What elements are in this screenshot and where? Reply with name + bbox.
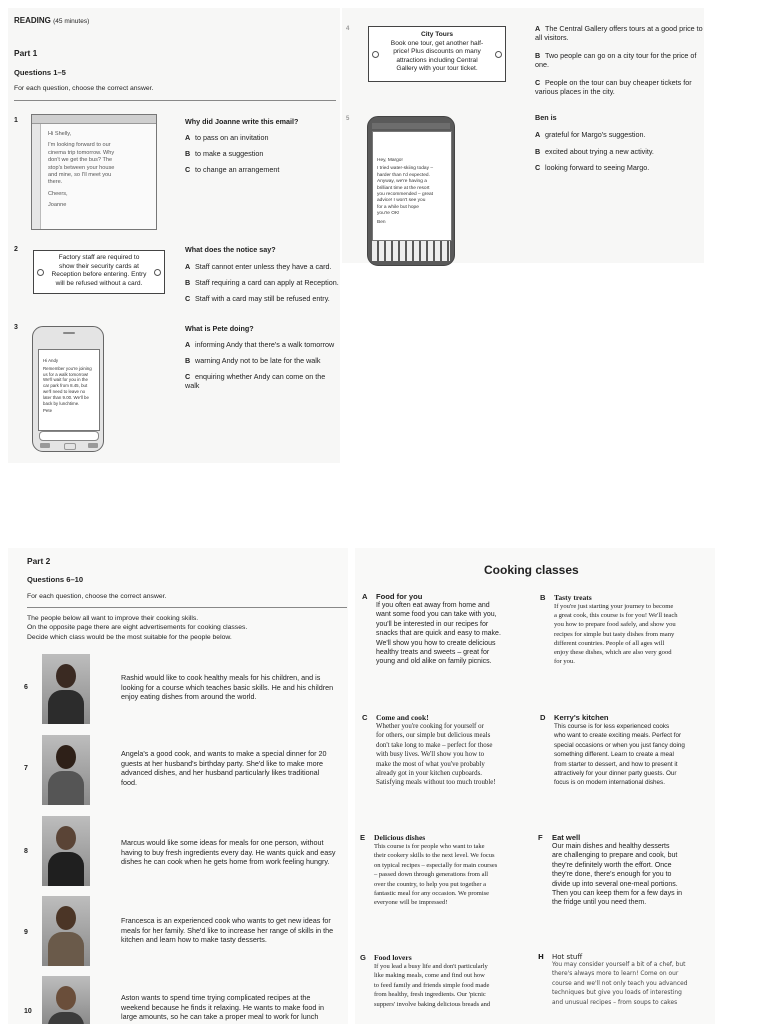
ad-heading <box>540 593 712 602</box>
ad-line: their cookery skills to the next level. We focus <box>374 852 495 860</box>
part2-intro <box>27 614 247 642</box>
option-b[interactable] <box>535 147 654 156</box>
question-number: 1 <box>14 117 18 124</box>
option-letter: C <box>185 165 191 174</box>
ad-letter: D <box>540 713 546 722</box>
ad-line: Our main dishes and healthy desserts <box>552 843 670 850</box>
question-number: 7 <box>24 765 28 772</box>
option-c[interactable] <box>535 163 649 172</box>
ad-line: special occasions or when you just fancy doing <box>554 741 685 749</box>
option-letter: C <box>535 78 541 87</box>
option-a[interactable] <box>185 340 334 349</box>
person-description <box>121 838 335 867</box>
option-a[interactable] <box>535 24 703 43</box>
ad-title: Delicious dishes <box>374 833 426 842</box>
option-letter: B <box>535 51 541 60</box>
back-button-icon <box>40 443 50 448</box>
description-line: Aston wants to spend time trying complicated recipes at the <box>121 993 311 1002</box>
option-letter: B <box>185 149 191 158</box>
ad-g <box>360 953 534 1009</box>
option-text: warning Andy not to be late for the walk <box>195 356 321 365</box>
question-prompt: What is Pete doing? <box>185 324 254 333</box>
message-line: you're OK! <box>377 211 400 217</box>
notice-line: price! Plus discounts on many <box>393 48 481 56</box>
part2-label: Part 2 <box>27 556 51 566</box>
notice-title: City Tours <box>420 31 454 38</box>
person-description <box>121 673 333 702</box>
option-a[interactable] <box>185 262 332 271</box>
message-line: Hey, Margo! <box>377 158 403 163</box>
notice-line: Reception before entering. Entry <box>51 271 147 279</box>
message-line: Anyway, we're having a <box>377 179 427 185</box>
option-b[interactable] <box>185 356 320 365</box>
part1-instruction: For each question, choose the correct answer. <box>14 85 154 92</box>
option-a[interactable] <box>185 133 269 142</box>
ad-line: If you're just starting your journey to become <box>554 603 674 610</box>
ad-line: everyone will be impressed! <box>374 899 448 907</box>
option-text: Two people can go on a city tour for the price of one. <box>535 51 697 70</box>
option-c[interactable] <box>185 372 335 391</box>
email-window <box>31 114 157 230</box>
ads-title: Cooking classes <box>484 563 579 577</box>
ad-line: suppers' involve baking delicious breads and <box>374 1000 491 1008</box>
message-line: car park from 8.45, but <box>43 383 88 389</box>
message-line: harder than I'd expected. <box>377 172 430 178</box>
pin-icon <box>495 51 502 58</box>
email-line: don't we get the bus? The <box>48 157 113 164</box>
question-number: 6 <box>24 684 28 691</box>
notice-line: Gallery with your tour ticket. <box>396 65 478 73</box>
option-text: excited about trying a new activity. <box>545 147 654 156</box>
ad-heading <box>538 953 714 961</box>
question-number: 4 <box>346 26 350 32</box>
reading-time: (45 minutes) <box>53 18 90 25</box>
ad-title: Kerry's kitchen <box>554 713 609 722</box>
ad-title: Food for you <box>376 592 423 601</box>
message-line: we'll need to leave no <box>43 388 86 394</box>
ad-line: attractively for your dinner party guests. Our <box>554 770 677 778</box>
ad-line: – passed down through generations from all <box>374 871 489 879</box>
ad-line: something different. Learn to create a meal <box>554 751 674 759</box>
description-line: kitchen and learn how to make tasty desserts. <box>121 935 267 945</box>
email-line: there. <box>48 179 63 186</box>
notice-line: will be refused without a card. <box>55 279 143 287</box>
ad-line: for others, our simple but delicious meals <box>376 732 491 740</box>
description-line: advanced dishes, and her husband particularly likes traditional <box>121 768 320 778</box>
ad-f <box>538 833 714 908</box>
ad-line: You may consider yourself a bit of a chef, but <box>552 962 686 968</box>
option-c[interactable] <box>535 78 703 97</box>
ad-line: snacks that are quick and easy to make. <box>376 630 501 638</box>
option-letter: B <box>185 356 191 365</box>
option-b[interactable] <box>185 278 339 287</box>
option-c[interactable] <box>185 165 279 174</box>
ad-line: are challenging to prepare and cook, but <box>552 852 678 860</box>
ad-d <box>540 713 712 788</box>
status-bar <box>372 123 450 129</box>
ad-line: different countries. People of all ages will <box>554 639 665 647</box>
ad-line: young and old alike on family picnics. <box>376 658 492 666</box>
option-text: to make a suggestion <box>195 149 264 158</box>
description-line: enjoy eating dishes from around the world. <box>121 692 257 702</box>
intro-line: Decide which class would be the most suitable for the people below. <box>27 633 232 641</box>
ad-title: Hot stuff <box>552 953 583 961</box>
message-line: for a while but hope <box>377 204 419 210</box>
ad-line: We'll show you how to create delicious <box>376 639 496 647</box>
ad-letter: F <box>538 833 543 842</box>
option-b[interactable] <box>185 149 263 158</box>
ad-body <box>554 602 712 666</box>
pin-icon <box>372 51 379 58</box>
ad-line: from starter to dessert, and how to present it <box>554 760 678 768</box>
divider <box>14 100 336 101</box>
ad-line: and unusual recipes – from soups to cakes <box>552 999 678 1006</box>
message-line: I tried water-skiing today – <box>377 166 433 172</box>
speaker-icon <box>63 332 75 334</box>
ad-line: If you often eat away from home and <box>376 602 490 609</box>
person-photo <box>42 816 90 886</box>
home-button-icon <box>64 443 76 450</box>
part1-label: Part 1 <box>14 48 38 58</box>
option-text: enquiring whether Andy can come on the walk <box>185 372 326 391</box>
person-photo <box>42 654 90 724</box>
ad-line: a great cook, this course is for you! We'll teach <box>554 612 678 620</box>
ad-body <box>552 842 714 908</box>
ad-body <box>554 722 712 788</box>
ad-body <box>376 601 530 667</box>
person-photo <box>42 976 90 1024</box>
part2-instruction: For each question, choose the correct answer. <box>27 593 167 600</box>
ad-e <box>360 833 534 908</box>
question-number: 3 <box>14 324 18 331</box>
ad-body <box>374 842 534 908</box>
email-line: Joanne <box>48 202 67 209</box>
ad-a <box>362 592 530 667</box>
description-line: meals for her family. She'd like to increase her range of skills in the <box>121 925 334 935</box>
ad-heading <box>360 953 534 962</box>
option-letter: B <box>535 147 541 156</box>
description-line: dishes he can cook when he gets home from work feeling hungry. <box>121 857 330 867</box>
ad-line: techniques but give you loads of interesting <box>552 990 682 997</box>
email-line: Hi Shelly, <box>48 131 72 137</box>
email-line: I'm looking forward to our <box>48 142 111 149</box>
question-number: 2 <box>14 246 18 253</box>
option-text: People on the tour can buy cheaper tickets for various places in the city. <box>535 78 692 97</box>
question-number: 10 <box>24 1008 32 1015</box>
ad-body <box>552 961 714 1008</box>
description-line: Marcus would like some ideas for meals for one person, without <box>121 838 324 847</box>
menu-button-icon <box>88 443 98 448</box>
reading-header <box>14 16 89 25</box>
option-letter: A <box>535 24 541 33</box>
option-text: Staff with a card may still be refused entry. <box>195 294 330 303</box>
ad-line: course and we'll not only teach you advanced <box>552 980 688 987</box>
option-text: grateful for Margo's suggestion. <box>545 130 646 139</box>
ad-letter: B <box>540 593 546 602</box>
ad-line: with busy lives. We'll show you how to <box>376 751 485 759</box>
description-line: Angela's a good cook, and wants to make a special dinner for 20 <box>121 749 327 758</box>
ad-body <box>374 962 534 1009</box>
message-line: Ben <box>377 219 386 225</box>
email-sidebar <box>32 124 41 229</box>
ad-line: Then you can keep them for a few days in <box>552 890 682 898</box>
notice-board <box>368 26 506 82</box>
ad-line: This course is for people who want to take <box>374 843 485 850</box>
question-number: 8 <box>24 848 28 855</box>
ad-letter: E <box>360 833 366 842</box>
question-number: 9 <box>24 929 28 936</box>
option-letter: A <box>185 340 191 349</box>
message-line: Pete <box>43 408 53 414</box>
ad-line: to feed family and friends simple food made <box>374 981 490 989</box>
phone-illustration <box>32 326 104 452</box>
question-prompt: What does the notice say? <box>185 245 276 254</box>
ad-letter: A <box>362 592 368 601</box>
ad-title: Eat well <box>552 833 581 842</box>
ad-line: already got in your kitchen cupboards. <box>376 770 483 778</box>
person-description <box>121 749 327 787</box>
ad-line: they're definitely worth the effort. Once <box>552 861 672 869</box>
message-line: Hi Andy <box>43 358 59 363</box>
person-photo <box>42 735 90 805</box>
option-text: The Central Gallery offers tours at a good price to all visitors. <box>535 24 703 43</box>
ad-line: enjoy these dishes, which are also very good <box>554 649 672 657</box>
ad-body <box>376 722 534 788</box>
email-line: and mine, so I'll meet you <box>48 172 112 179</box>
option-text: informing Andy that there's a walk tomorrow <box>195 340 335 349</box>
ad-line: divide up into several one-meal portions. <box>552 880 678 888</box>
ad-line: fantastic meal for any occasion. We promise <box>374 890 490 898</box>
part2-questions-label: Questions 6–10 <box>27 575 84 584</box>
option-text: Staff cannot enter unless they have a card. <box>195 262 332 271</box>
text-message <box>43 358 92 414</box>
message-line: Remember you're joining <box>43 365 92 371</box>
option-letter: C <box>185 294 191 303</box>
message-line: back by lunchtime. <box>43 400 80 406</box>
option-text: to change an arrangement <box>195 165 280 174</box>
notice-line: attractions including Central <box>396 56 478 64</box>
message-line: advice! I won't see you <box>377 198 426 204</box>
ad-line: don't take long to make – perfect for those <box>376 741 493 749</box>
ad-letter: G <box>360 953 366 962</box>
option-text: to pass on an invitation <box>195 133 269 142</box>
option-letter: A <box>185 133 191 142</box>
option-c[interactable] <box>185 294 330 303</box>
option-letter: C <box>535 163 541 172</box>
intro-line: The people below all want to improve their cooking skills. <box>27 615 199 622</box>
notice-line: Book one tour, get another half- <box>390 39 484 47</box>
ad-line: you how to prepare food safely, and show you <box>554 621 676 629</box>
ad-h <box>538 953 714 1008</box>
question-number: 5 <box>346 116 350 122</box>
ad-letter: H <box>538 953 544 961</box>
notice-line: Factory staff are required to <box>58 254 140 261</box>
phone-screen <box>372 131 452 241</box>
option-a[interactable] <box>535 130 645 139</box>
ad-letter: C <box>362 713 368 722</box>
ad-line: Whether you're cooking for yourself or <box>376 723 484 730</box>
description-line: weekend because he finds it relaxing. He wants to make food in <box>121 1002 324 1012</box>
option-text: looking forward to seeing Margo. <box>545 163 650 172</box>
option-b[interactable] <box>535 51 703 70</box>
phone-illustration <box>367 116 455 266</box>
question-prompt: Why did Joanne write this email? <box>185 117 299 126</box>
ad-line: want some food you can take with you, <box>376 611 497 619</box>
email-line: stop's between your house <box>48 164 115 171</box>
person-description <box>121 916 333 945</box>
question-prompt: Ben is <box>535 113 557 122</box>
person-photo <box>42 896 90 966</box>
ad-line: you'll be interested in our recipes for <box>376 620 489 628</box>
divider <box>27 607 347 608</box>
pin-icon <box>37 269 44 276</box>
ad-line: This course is for less experienced cooks <box>554 723 670 730</box>
email-line: Cheers, <box>48 190 68 197</box>
ad-line: for you. <box>554 658 575 666</box>
description-line: guests at her husband's birthday party. She'd like to make more <box>121 758 323 768</box>
description-line: food. <box>121 777 137 787</box>
notice-line: show their security cards at <box>59 262 139 270</box>
ad-line: they're done, there's enough for you to <box>552 871 672 879</box>
option-letter: B <box>185 278 191 287</box>
ad-line: focus is on modern international dishes. <box>554 779 665 787</box>
reading-title: READING <box>14 16 51 25</box>
description-line: Rashid would like to cook healthy meals for his children, and is <box>121 673 321 682</box>
ad-line: there's always more to learn! Come on our <box>552 971 679 978</box>
ad-line: like making meals, come and find out how <box>374 972 485 980</box>
text-message <box>377 158 433 226</box>
option-text: Staff requiring a card can apply at Reception. <box>195 278 339 287</box>
keyboard <box>372 241 450 261</box>
description-line: having to buy fresh ingredients every day. He wants quick and easy <box>121 847 336 857</box>
ad-title: Food lovers <box>374 953 412 962</box>
notice-board <box>33 250 165 294</box>
email-toolbar <box>32 115 156 124</box>
message-line: We'll wait for you in the <box>43 377 88 383</box>
ad-line: who want to create exciting meals. Perfect for <box>554 732 682 740</box>
description-line: looking for a course which teaches basic skills. He and his children <box>121 682 334 692</box>
message-line: later than 9.00. We'll be <box>43 394 89 400</box>
description-line: Francesca is an experienced cook who wants to get new ideas for <box>121 916 331 925</box>
option-letter: C <box>185 372 191 381</box>
ad-b <box>540 593 712 666</box>
ad-line: healthy treats and sweets – great for <box>376 649 490 657</box>
ad-line: from healthy, fresh ingredients. Our 'picnic <box>374 991 486 999</box>
description-line: large amounts, so he can take a proper meal to work for lunch <box>121 1012 319 1022</box>
email-body <box>48 131 114 210</box>
ad-heading <box>362 713 534 722</box>
ad-line: make the most of what you've probably <box>376 760 485 768</box>
message-line: you recommended – great <box>377 192 433 198</box>
ad-title: Tasty treats <box>554 593 592 602</box>
message-line: brilliant time at the resort <box>377 185 430 191</box>
ad-line: If you lead a busy life and don't particularly <box>374 963 488 970</box>
ad-line: Satisfying meals without too much trouble! <box>376 779 496 787</box>
ad-line: over the country, to help you put together a <box>374 880 487 888</box>
ad-heading <box>360 833 534 842</box>
message-input-bar <box>39 431 99 441</box>
message-line: us for a walk tomorrow! <box>43 371 89 377</box>
ad-line: the fridge until you need them. <box>552 899 647 907</box>
ad-c <box>362 713 534 788</box>
part1-questions-label: Questions 1–5 <box>14 68 66 77</box>
ad-title: Come and cook! <box>376 713 429 722</box>
option-letter: A <box>185 262 191 271</box>
email-line: cinema trip tomorrow. Why <box>48 149 115 156</box>
phone-screen <box>38 349 100 431</box>
ad-heading <box>362 592 530 601</box>
person-description <box>121 993 324 1022</box>
pin-icon <box>154 269 161 276</box>
ad-line: recipes for simple but tasty dishes from many <box>554 630 675 638</box>
ad-line: on typical recipes – especially for main courses <box>374 861 498 869</box>
ad-heading <box>540 713 712 722</box>
ad-heading <box>538 833 714 842</box>
intro-line: On the opposite page there are eight advertisements for cooking classes. <box>27 624 248 632</box>
option-letter: A <box>535 130 541 139</box>
